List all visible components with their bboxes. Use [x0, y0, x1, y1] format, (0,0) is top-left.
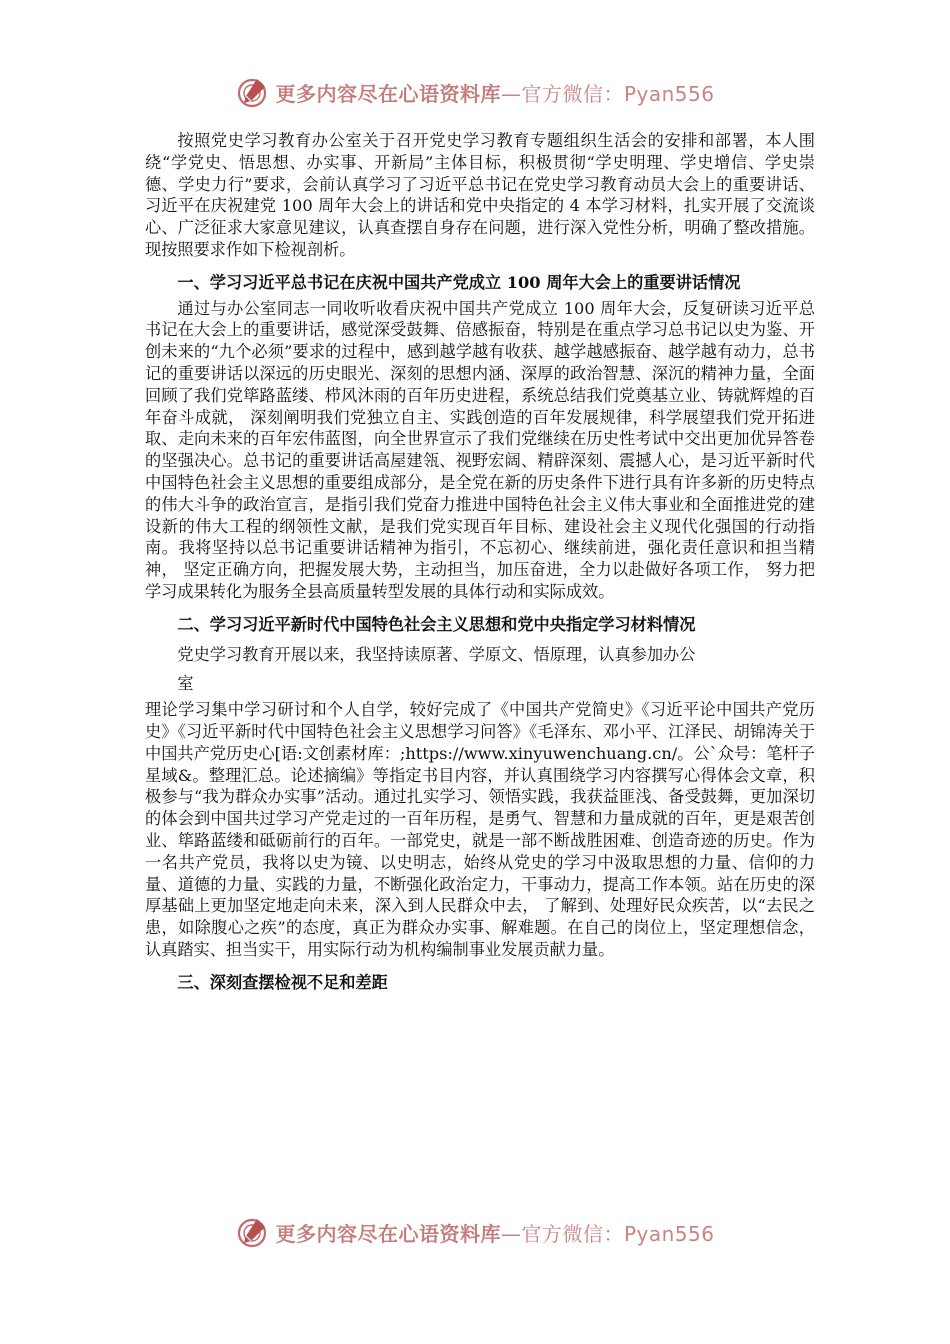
watermark-banner-bottom — [0, 1210, 950, 1254]
watermark-text: 更多内容尽在心语资料库—官方微信：Pyan556 — [275, 1221, 715, 1246]
section-2-lone-char: 室 — [177, 674, 194, 694]
section-2-paragraph: 理论学习集中学习研讨和个人自学，较好完成了《中国共产党简史》《习近平论中国共产党历史》《习近平新时代中国特色社会主义思想学习问答》《毛泽东、邓小平、江泽民、胡锦涛关于中国共产党历史心[语:文创素材库：;https://www.xinyuwenchuang.cn/。公`众号：笔杆子星域&。整理汇总。论述摘编》等指定书目内容，并认真围绕学习内容撰写心得体会文章，积极参与“我为群众办实事”活动。通过扎实学习、领悟实践，我获益匪浅、备受鼓舞，更加深切的体会到中国共过学习产党走过的一百年历程，是勇气、智慧和力量成就的百年，更是艰苦创业、筚路蓝缕和砥砺前行的百年。一部党史，就是一部不断战胜困难、创造奇迹的历史。作为一名共产党员，我将以史为镜、以史明志，始终从党史的学习中汲取思想的力量、信仰的力量、道德的力量、实践的力量，不断强化政治定力，干事动力，提高工作本领。站在历史的深厚基础上更加坚定地走向未来，深入到人民群众中去， 了解到、处理好民众疾苦，以“去民之患，如除腹心之疾”的态度，真正为群众办实事、解难题。在自己的岗位上，坚定理想信念，认真踏实、担当实干，用实际行动为机构编制事业发展贡献力量。 — [145, 700, 815, 959]
section-heading-2: 二、学习习近平新时代中国特色社会主义思想和党中央指定学习材料情况 — [177, 614, 696, 634]
pen-logo-icon — [235, 1215, 269, 1249]
document-body — [145, 130, 815, 997]
section-1-paragraph: 通过与办公室同志一同收听收看庆祝中国共产党成立 100 周年大会，反复研读习近平总书记在大会上的重要讲话，感觉深受鼓舞、倍感振奋，特别是在重点学习总书记以史为鉴、开创未来的“九个必须”要求的过程中，感到越学越有收获、越学越感振奋、越学越有动力，总书记的重要讲话以深远的历史眼光、深刻的思想内涵、深厚的政治智慧、深沉的精神力量，全面回顾了我们党筚路蓝缕、栉风沐雨的百年历史进程，系统总结我们党奠基立业、铸就辉煌的百年奋斗成就， 深刻阐明我们党独立自主、实践创造的百年发展规律，科学展望我们党开拓进取、走向未来的百年宏伟蓝图，向全世界宣示了我们党继续在历史性考试中交出更加优异答卷的坚强决心。总书记的重要讲话高屋建瓴、视野宏阔、精辟深刻、震撼人心，是习近平新时代中国特色社会主义思想的重要组成部分，是全党在新的历史条件下进行具有许多新的历史特点的伟大斗争的政治宣言，是指引我们党奋力推进中国特色社会主义伟大事业和全面推进党的建设新的伟大工程的纲领性文献，是我们党实现百年目标、建设社会主义现代化强国的行动指南。我将坚持以总书记重要讲话精神为指引，不忘初心、继续前进，强化责任意识和担当精神， 坚定正确方向，把握发展大势，主动担当，加压奋进，全力以赴做好各项工作， 努力把学习成果转化为服务全县高质量转型发展的具体行动和实际成效。 — [145, 298, 815, 601]
intro-paragraph: 按照党史学习教育办公室关于召开党史学习教育专题组织生活会的安排和部署，本人围绕“学党史、悟思想、办实事、开新局”主体目标，积极贯彻“学史明理、学史增信、学史崇德、学史力行”要求，会前认真学习了习近平总书记在党史学习教育动员大会上的重要讲话、习近平在庆祝建党 100 周年大会上的讲话和党中央指定的 4 本学习材料，扎实开展了交流谈心、广泛征求大家意见建议，认真查摆自身存在问题，进行深入党性分析，明确了整改措施。现按照要求作如下检视剖析。 — [145, 131, 815, 259]
pen-logo-icon — [235, 75, 269, 109]
watermark-banner-top — [0, 70, 950, 114]
section-2-lead: 党史学习教育开展以来，我坚持读原著、学原文、悟原理，认真参加办公 — [177, 644, 696, 664]
section-heading-1: 一、学习习近平总书记在庆祝中国共产党成立 100 周年大会上的重要讲话情况 — [177, 272, 741, 292]
section-heading-3: 三、深刻查摆检视不足和差距 — [177, 972, 388, 992]
watermark-text: 更多内容尽在心语资料库—官方微信：Pyan556 — [275, 81, 715, 106]
